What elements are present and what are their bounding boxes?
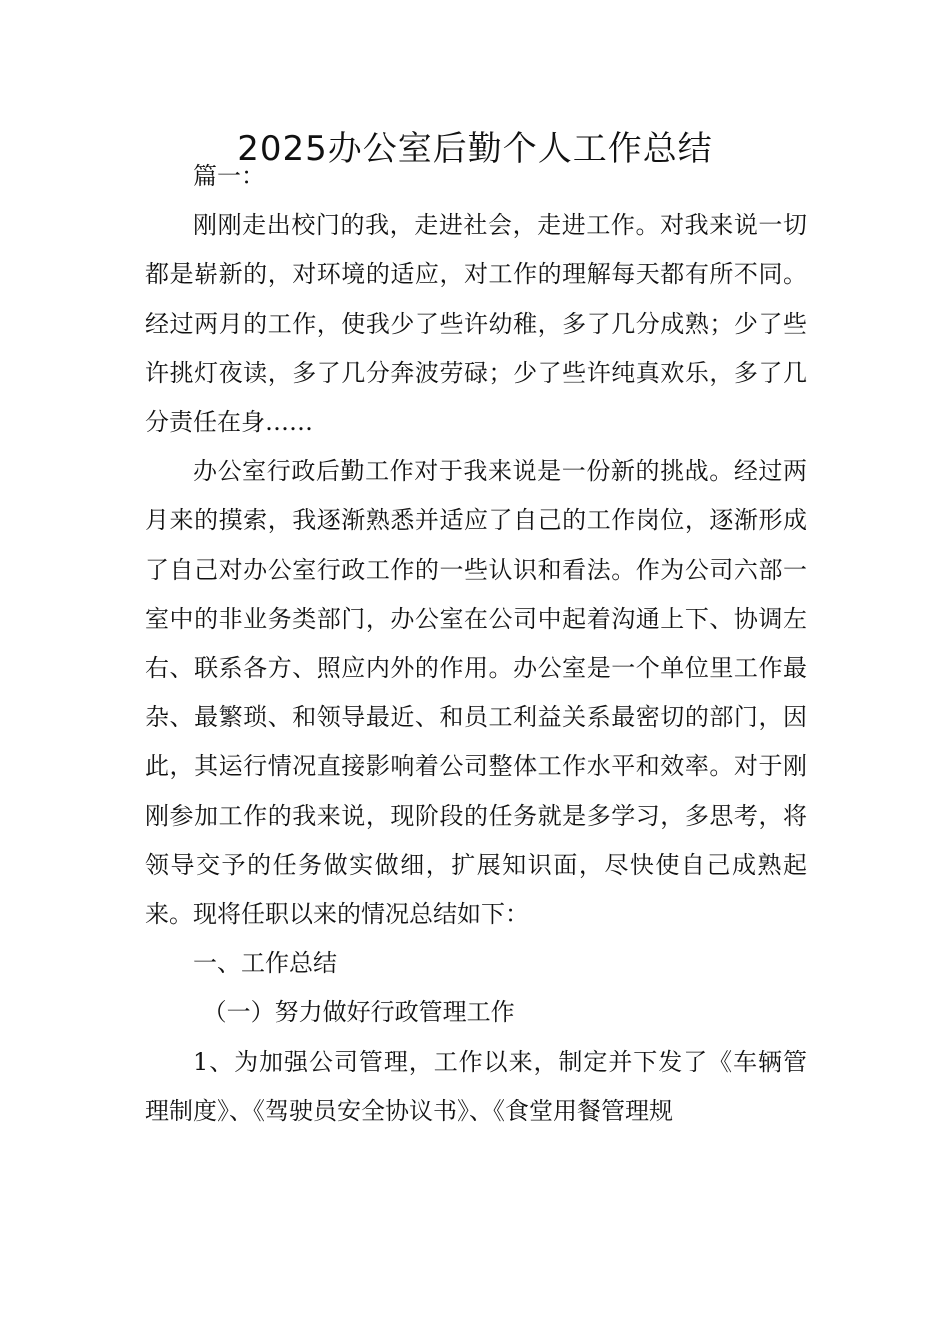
document-body	[145, 152, 807, 1136]
section-label: 篇一：	[193, 162, 265, 190]
paragraph-item-1: 1、为加强公司管理，工作以来，制定并下发了《车辆管理制度》、《驾驶员安全协议书》、《食堂用餐管理规	[145, 1047, 807, 1125]
heading-work-summary: 一、工作总结	[193, 949, 337, 978]
paragraph-intro: 刚刚走出校门的我，走进社会，走进工作。对我来说一切都是崭新的，对环境的适应，对工作的理解每天都有所不同。经过两月的工作，使我少了些许幼稚，多了几分成熟；少了些许挑灯夜读，多了几分奔波劳碌；少了些许纯真欢乐，多了几分责任在身……	[145, 211, 807, 437]
subheading-admin-management: （一）努力做好行政管理工作	[202, 998, 515, 1027]
paragraph-overview: 办公室行政后勤工作对于我来说是一份新的挑战。经过两月来的摸索，我逐渐熟悉并适应了自己的工作岗位，逐渐形成了自己对办公室行政工作的一些认识和看法。作为公司六部一室中的非业务类部门，办公室在公司中起着沟通上下、协调左右、联系各方、照应内外的作用。办公室是一个单位里工作最杂、最繁琐、和领导最近、和员工利益关系最密切的部门，因此，其运行情况直接影响着公司整体工作水平和效率。对于刚刚参加工作的我来说，现阶段的任务就是多学习，多思考，将领导交予的任务做实做细，扩展知识面，尽快使自己成熟起来。现将任职以来的情况总结如下：	[145, 457, 807, 929]
document-title: 2025办公室后勤个人工作总结	[237, 129, 713, 169]
